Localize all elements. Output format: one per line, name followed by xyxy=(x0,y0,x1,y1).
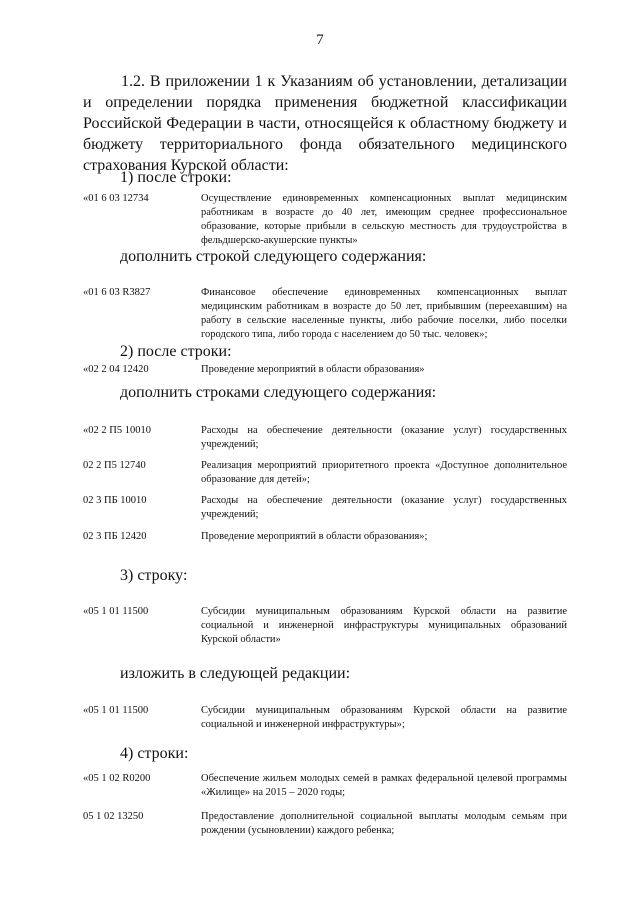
section-2-heading: 2) после строки: xyxy=(120,343,232,360)
section-4-row-1-code: «05 1 02 R0200 xyxy=(83,773,151,784)
section-1-heading2: дополнить строкой следующего содержания: xyxy=(120,248,427,265)
section-2-row-1-text: Проведение мероприятий в области образования» xyxy=(201,364,425,375)
section-4-heading: 4) строки: xyxy=(120,745,189,762)
section-2-new-row-3-code: 02 3 ПБ 10010 xyxy=(83,495,147,506)
section-2-new-row-3-text: Расходы на обеспечение деятельности (оказание услуг) государственных учреждений; xyxy=(201,495,567,520)
section-4-row-2-text: Предоставление дополнительной социальной выплаты молодым семьям при рождении (усыновлении) каждого ребенка; xyxy=(201,811,567,836)
section-2-new-row-1-code: «02 2 П5 10010 xyxy=(83,425,151,436)
section-1-new-row-1-text: Финансовое обеспечение единовременных компенсационных выплат медицинским работникам в возрасте до 50 лет, прибывшим (переехавшим) на работу в сельские населенные пункты, либо рабочие поселки, либо поселки городского типа, либо города с населением до 50 тыс. человек»; xyxy=(201,287,567,340)
section-1-row-1-text: Осуществление единовременных компенсационных выплат медицинским работникам в возрасте до 40 лет, имеющим среднее профессиональное образование, которые прибыли в сельскую местность для трудоустройства в фельдшерско-акушерские пункты» xyxy=(201,193,567,246)
section-2-heading2: дополнить строками следующего содержания: xyxy=(120,384,437,401)
section-3-new-row-1-text: Субсидии муниципальным образованиям Курской области на развитие социальной и инженерной инфраструктуры»; xyxy=(201,705,567,730)
section-4-row-1-text: Обеспечение жильем молодых семей в рамках федеральной целевой программы «Жилище» на 2015 – 2020 годы; xyxy=(201,773,567,798)
section-4-row-2-code: 05 1 02 13250 xyxy=(83,811,144,822)
section-3-row-1-code: «05 1 01 11500 xyxy=(83,606,149,617)
section-2-row-1-code: «02 2 04 12420 xyxy=(83,364,149,375)
section-2-new-row-4-code: 02 3 ПБ 12420 xyxy=(83,531,147,542)
section-2-new-row-4-text: Проведение мероприятий в области образования»; xyxy=(201,531,428,542)
section-2-new-row-2-text: Реализация мероприятий приоритетного проекта «Доступное дополнительное образование для детей»; xyxy=(201,460,567,485)
page-number: 7 xyxy=(316,32,324,48)
intro-text: 1.2. В приложении 1 к Указаниям об установлении, детализации и определении порядка применения бюджетной классификации Российской Федерации в части, относящейся к областному бюджету и бюджету территориального фонда обязательного медицинского страхования Курской области: xyxy=(83,73,567,174)
section-3-heading: 3) строку: xyxy=(120,567,188,584)
section-3-row-1-text: Субсидии муниципальным образованиям Курской области на развитие социальной и инженерной инфраструктуры муниципальных образований Курской области» xyxy=(201,606,567,645)
intro-paragraph xyxy=(83,71,567,176)
section-3-new-row-1-code: «05 1 01 11500 xyxy=(83,705,149,716)
section-2-new-row-2-code: 02 2 П5 12740 xyxy=(83,460,146,471)
section-1-row-1-code: «01 6 03 12734 xyxy=(83,193,149,204)
section-3-heading2: изложить в следующей редакции: xyxy=(120,665,351,682)
section-1-new-row-1-code: «01 6 03 R3827 xyxy=(83,287,151,298)
section-2-new-row-1-text: Расходы на обеспечение деятельности (оказание услуг) государственных учреждений; xyxy=(201,425,567,450)
section-1-heading: 1) после строки: xyxy=(120,169,232,186)
